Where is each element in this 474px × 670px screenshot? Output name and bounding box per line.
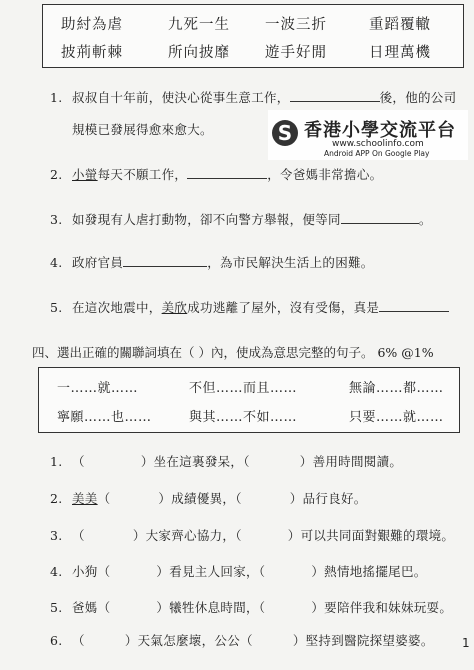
watermark-subtitle: Android APP On Google Play [324,149,430,158]
question-text: 在這次地震中， [72,300,162,315]
question-text: 成功逃離了屋外，沒有受傷，真是 [187,300,380,315]
question-1-line2: 規模已發展得愈來愈大。 [72,122,213,137]
connective: 不但……而且…… [189,381,298,396]
question-text: 每天不願工作， [97,167,188,182]
connective: 無論……都…… [349,381,444,396]
question-number: 3. [50,528,63,543]
question-text: ）堅持到醫院探望婆婆。 [292,633,434,648]
question-number: 6. [50,633,63,648]
name-underlined: 美美 [72,491,98,506]
question-number: 1. [50,90,63,105]
connective: 一……就…… [57,381,139,396]
question-text: ）可以共同面對艱難的環境。 [287,528,455,543]
connective-question-4 [50,562,427,580]
watermark-title: 香港小學交流平台 [304,120,456,141]
question-number: 4. [50,255,63,270]
question-text: ）坐在這裏發呆，（ [140,454,250,469]
connective: 只要……就…… [349,410,444,425]
idiom: 重蹈覆轍 [369,17,431,33]
question-text: ）成績優異，（ [158,491,242,506]
answer-blank[interactable] [123,254,207,267]
connective-question-5 [50,598,452,616]
question-text: ）犧牲休息時間，（ [156,600,266,615]
idiom: 日理萬機 [369,45,431,61]
question-text: （ [72,528,85,543]
question-number: 5. [50,300,63,315]
question-number: 2. [50,491,63,506]
connective-question-2 [50,489,367,507]
question-1 [50,88,456,106]
question-5 [50,298,449,316]
question-4 [50,253,374,271]
question-text: ）熱情地搖擺尾巴。 [311,564,427,579]
idiom: 一波三折 [265,17,327,33]
idiom: 助紂為虐 [61,17,123,33]
answer-blank[interactable] [187,166,267,179]
question-number: 1. [50,454,63,469]
connective-question-1 [50,452,402,470]
question-text: ，為市民解決生活上的困難。 [207,255,374,270]
idiom: 遊手好閒 [265,45,327,61]
connective-box [38,367,460,433]
watermark-site: www.schoolinfo.com [332,139,424,149]
idiom: 披荊斬棘 [61,45,123,61]
question-text: （ [97,491,111,506]
name-underlined: 美欣 [161,300,188,315]
question-3 [50,210,432,228]
question-text: ，令爸媽非常擔心。 [267,167,383,182]
watermark [268,110,468,160]
section-heading: 四、選出正確的關聯詞填在（ ）內，使成為意思完整的句子。 6% @1% [32,345,434,360]
question-text: ）要陪伴我和妹妹玩耍。 [311,600,453,615]
question-text: ）品行良好。 [289,491,367,506]
idiom: 九死一生 [168,17,230,33]
connective-question-6 [50,631,434,649]
question-text: 政府官員 [72,255,124,270]
question-text: 爸媽（ [72,600,111,615]
question-text: ）善用時間閱讀。 [299,454,403,469]
answer-blank[interactable] [379,299,449,312]
answer-blank[interactable] [290,89,380,102]
question-number: 2. [50,167,63,182]
question-text: ）看見主人回家，（ [156,564,266,579]
connective: 寧願……也…… [57,410,152,425]
question-number: 3. [50,212,63,227]
page-mark: 1 [462,636,470,650]
connective-question-3 [50,526,454,544]
question-number: 5. [50,600,63,615]
question-text: 小狗（ [72,564,111,579]
connective: 與其……不如…… [189,410,298,425]
question-text: （ [72,454,85,469]
question-text: ）大家齊心協力，（ [132,528,242,543]
question-text: （ [72,633,85,648]
idiom-box [42,4,464,68]
answer-blank[interactable] [341,211,419,224]
question-text: 後，他的公司 [379,90,457,105]
question-text: ）天氣怎麼壞，公公（ [124,633,253,648]
idiom: 所向披靡 [168,45,230,61]
watermark-logo-icon: S [272,120,298,146]
question-number: 4. [50,564,63,579]
name-underlined: 小螢 [72,167,98,182]
question-text: 如發現有人虐打動物，卻不向警方舉報，便等同 [72,212,341,227]
question-2 [50,165,382,183]
question-text: 。 [418,212,432,227]
question-text: 叔叔自十年前，使決心從事生意工作， [72,90,290,105]
